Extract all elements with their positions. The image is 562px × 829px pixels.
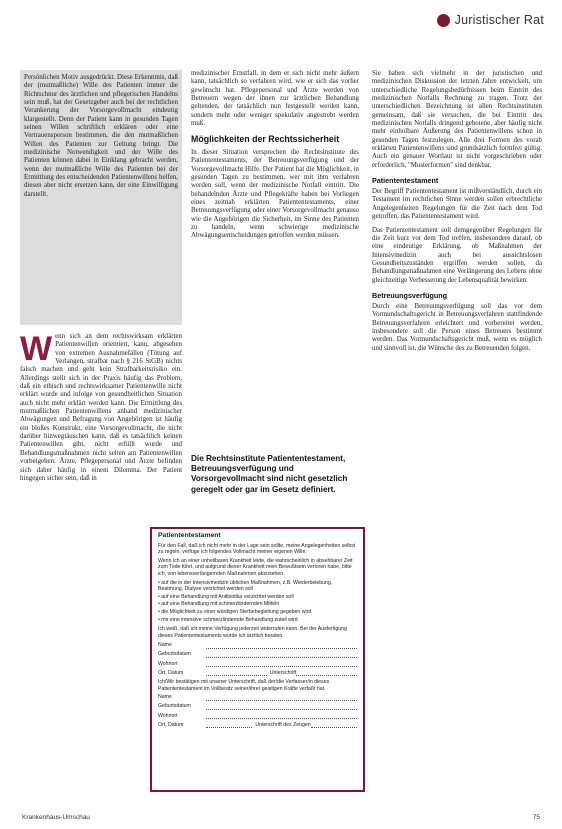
drop-cap: W	[20, 330, 53, 368]
column-3-intro: Sie haben sich vielmehr in der juristischen und medizinischen Diskussion der letzten Jahre entwickelt, um unterschiedliche Regelungsbedürfnissen beim Eintritt des medizinischen Notfalls Rechnung zu tragen. Trotz der unterschiedlichen Bezeichnung ist allen Rechtsinstituten gemeinsam, daß sie versuchen, die bei Eintritt des medizinischen Notfalls dringend gebotene, aber häufig nicht mehr einholbare Äußerung des Patientenwillens schon in gesunden Tagen festzulegen. Alle drei Formen des vorab erklärten Patientenwillens sind grundsätzlich formfrei gültig. Auch ein genauer Wortlaut ist nicht vorgeschrieben oder erforderlich, "Musterformen" sind denkbar.	[372, 70, 542, 169]
column-3-paragraph: Der Begriff Patiententestament ist mißverständlich, durch ein Testament im rechtlichen Sinne werden sollen erbrechtliche Angelegenheiten Regelungen für die Zeit nach dem Tod getroffen, das Patiententestament wird.	[372, 188, 542, 221]
form-title: Patiententestament	[158, 532, 221, 539]
section-marker-icon	[437, 14, 450, 27]
form-field-birthdate: Geburtsdatum	[158, 703, 357, 710]
page-number: 75	[532, 814, 540, 821]
form-list	[158, 580, 357, 624]
heading-betreuungsverfuegung: Betreuungsverfügung	[372, 290, 448, 300]
footer-publication: Krankenhaus-Umschau	[22, 814, 90, 821]
column-3-paragraph: Durch eine Betreuungsverfügung soll das vor dem Vormundschaftsgericht in Betreuungsverfahren stattfindende Betreuungsverfahren erleichtert und vorbereitet werden, insbesondere soll die Person eines Betreuers bestimmt werden. Das Vormundschaftsgericht muß, wenn es möglich und sinnvoll ist, die Wünsche des zu Betreuenden folgen.	[372, 302, 542, 352]
form-list-item: • auf eine Behandlung mit Antibiotika verzichtet werden soll	[158, 594, 357, 601]
form-field-place-date: Ort, Datum Unterschrift des Zeugen	[158, 722, 357, 729]
heading-patiententestament: Patiententestament	[372, 176, 439, 186]
shaded-text-block: Persönlichen Motiv ausgedrückt. Diese Erkenntnis, daß der (mutmaßliche) Wille des Patienten immer die Richtschnur des ärztlichen und pflegerischen Handelns sein muß, hat der Gesetzgeber auch bei der rechtlichen Verankerung der Vorsorgevollmacht eindeutig klargestellt. Denn der Patient kann in gesunden Tagen seinen Willen schriftlich erklären oder eine Vertrauensperson bestimmen, die den mutmaßlichen Willen des Patienten zur Geltung bringt. Die medizinische Notwendigkeit und der Wille des Patienten können dabei in Einklang gebracht werden, wenn der mutmaßliche Wille des Patienten bei der Ermittlung des entscheidenden Patientenwillens helfen, diesen aber nicht ersetzen kann, der eine Einwilligung darstellt.	[20, 70, 182, 325]
form-field-name: Name	[158, 642, 357, 649]
column-3	[372, 70, 542, 353]
signature-label: Unterschrift des Zeugen	[255, 721, 311, 728]
patiententestament-form	[150, 527, 365, 792]
form-field-residence: Wohnort	[158, 661, 357, 668]
column-1-text: enn sich an dem rechtswirksam erklärten Patientenwillen orientiert, kann, abgesehen von extremen Ausnahmefällen (Tötung auf Verlangen, strafbar nach § 216 StGB) nichts falsch machen und geht kein Strafbarkeitsrisiko ein. Allerdings stellt sich in der Praxis häufig das Problem, daß ein ethisch und rechtswirksamer Patientenwille nicht erklärt wurde und infolge von gesundheitlichen Situation auch nicht mehr erklärt werden kann. Die Ermittlung des mutmaßlichen Patientenwillens anhand medizinischer Abwägungen und Befragung von Angehörigen ist häufig ein bloßes Konstrukt, eine Vorsorgevollmacht, die nicht darüber hinwegtäuschen kann, daß es tatsächlich keinen Patientenwillen gibt, nicht erfüllt wurde und Behandlungsmaßnahmen nicht selten am Patientenwillen vorbeigehen. Ärzte, Pflegepersonal und Ärzte befinden sich daher häufig in einem Dilemma. Der Patient hingegen sicher sein, daß in	[20, 333, 182, 482]
heading-rechtssicherheit: Möglichkeiten der Rechtssicherheit	[191, 134, 340, 145]
form-field-birthdate: Geburtsdatum	[158, 651, 357, 658]
section-header	[437, 13, 544, 27]
form-list-item: • auf eine Behandlung mit schmerzlindernden Mitteln	[158, 601, 357, 608]
form-paragraph: Ich/Wir bestätigen mit unserer Unterschrift, daß der/die Verfasser/in dieses Patiententestament im Vollbesitz seiner/ihrer geistigen Kräfte verfaßt hat.	[158, 679, 330, 692]
form-list-item: • mir eine intensive schmerzlindernde Behandlung zuteil wird	[158, 617, 357, 624]
column-3-paragraph: Das Patiententestament soll demgegenüber Regelungen für die Zeit kurz vor dem Tod treffen, insbesondere darauf, ob eine eindeutige Erklärung, ob Maßnahmen der Intensivmedizin auch bei aussichtslosen Gesundheitszuständen ergriffen werden sollen, da Behandlungsmaßnahmen eine Verlängerung des Lebens ohne gleichzeitige Verbesserung der Lebensqualität bewirken.	[372, 226, 542, 284]
form-field-residence: Wohnort	[158, 713, 357, 720]
pull-quote: Die Rechtsinstitute Patiententestament, Betreuungsverfügung und Vorsorgevollmacht sind nicht gesetzlich geregelt oder gar im Gesetz definiert.	[191, 454, 348, 494]
column-2-body: In dieser Situation versprechen die Rechtsinstitute des Patiententestaments, der Betreuungsverfügung und der Vorsorgevollmacht Hilfe. Der Patient hat die Möglichkeit, in gesunden Tagen zu bestimmen, wer mit ihm verfahren werden soll, wenn der medizinische Notfall eintritt. Die behandelnden Ärzte und Pflegekräfte haben bei Vorliegen eines zeitnah erklärten Patiententestaments, einer Betreuungsverfügung oder einer Vorsorgevollmacht genauso wie die Angehörigen die Sicherheit, im Sinne des Patienten zu handeln, wenn schwierige medizinische Abwägungsentscheidungen getroffen werden müssen.	[191, 148, 359, 240]
form-field-name: Name	[158, 694, 357, 701]
column-2-intro: medizinischer Ernstfall, in dem er sich nicht mehr äußern kann, tatsächlich so verfahren wird, wie er sich das vorher gewünscht hat. Pflegepersonal und Ärzte werden von Betreuern wegen der ihnen zur ärztlichen Behandlung geltenden, der tatsächlich nun festgestellt werden kann, sondern mehr oder weniger spekulativ angestrebt werden muß.	[191, 70, 359, 128]
form-paragraph: Ich weiß, daß ich meine Verfügung jederzeit widerrufen kann. Bei der Ausfertigung dieses Patiententestaments wurde ich ärztlich beraten.	[158, 626, 347, 639]
section-title: Juristischer Rat	[454, 13, 544, 27]
form-field-place-date: Ort, Datum Unterschrift	[158, 670, 357, 677]
page-footer	[22, 814, 540, 821]
signature-label: Unterschrift	[269, 669, 297, 676]
column-1	[20, 330, 182, 483]
form-list-item: • auf die in der Intensivmedizin üblichen Maßnahmen, z.B. Wiederbelebung, Beatmung, Dialyse verzichtet werden soll	[158, 580, 357, 593]
form-paragraph: Für den Fall, daß ich nicht mehr in der Lage sein sollte, meine Angelegenheiten selbst zu regeln, verfüge ich folgendes Vollmacht meiner eigenen Wille:	[158, 542, 356, 556]
form-list-item: • die Möglichkeit zu einer würdigen Sterbebegleitung gegeben wird	[158, 609, 357, 616]
column-2	[191, 70, 359, 241]
form-paragraph: Wenn ich an einer unheilbaren Krankheit leide, die wahrscheinlich in absehbarer Zeit zum Tode führt, und aufgrund dieser Krankheit mein Bewußtsein verloren habe, bitte ich, von lebensverlängernden Maßnahmen abzusehen.	[158, 557, 353, 577]
